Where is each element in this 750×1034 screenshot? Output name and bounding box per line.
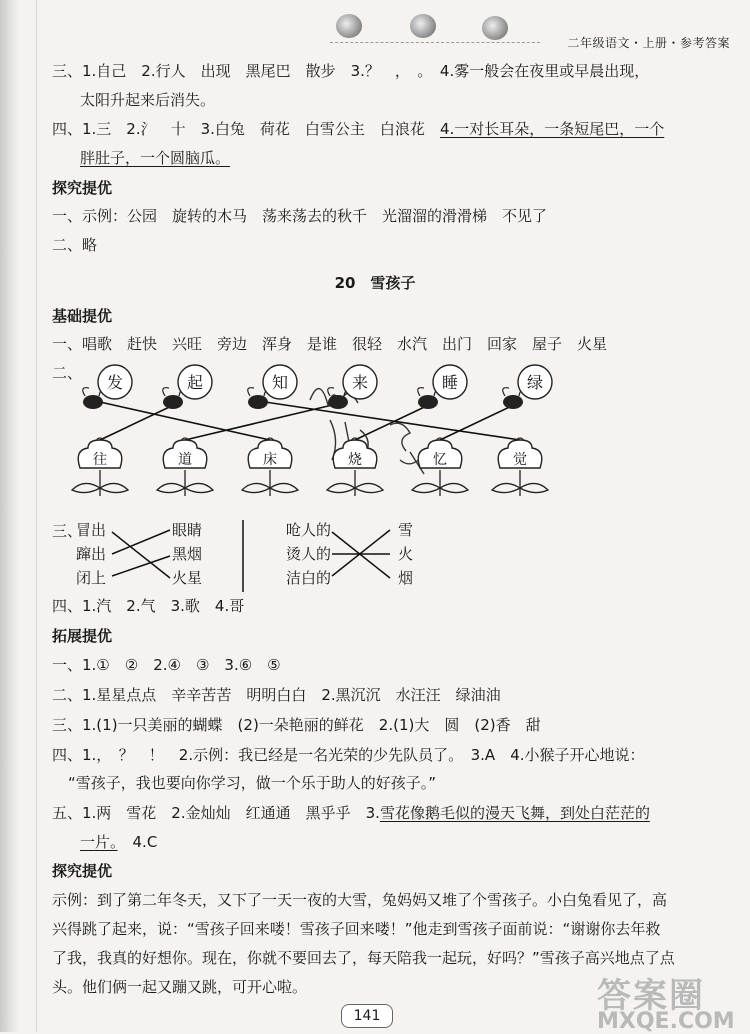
match-item: 雪 xyxy=(398,521,414,539)
answer-line: 三、1.(1)一只美丽的蝴蝶 (2)一朵艳丽的鲜花 2.(1)大 圆 (2)香 甜 xyxy=(52,716,541,734)
bee-flower-matching xyxy=(60,360,580,510)
flower-with-character xyxy=(492,438,548,496)
question-label: 二、 xyxy=(52,364,83,382)
decoration-icon xyxy=(482,16,508,40)
bee-with-character xyxy=(418,365,467,409)
match-item: 呛人的 xyxy=(286,521,332,539)
flower-character: 忆 xyxy=(433,452,447,468)
flower-with-character xyxy=(72,438,128,496)
bee-character: 来 xyxy=(351,373,369,392)
flower-with-character xyxy=(157,438,213,496)
answer-text: 四、1.三 2.氵 十 3.白兔 荷花 白雪公主 白浪花 xyxy=(52,120,440,138)
match-item: 烫人的 xyxy=(286,545,332,563)
paragraph-line: 兴得跳了起来，说：“雪孩子回来喽！雪孩子回来喽！”他走到雪孩子面前说：“谢谢你去年救 xyxy=(52,920,661,938)
answer-line: 三、1.自己 2.行人 出现 黑尾巴 散步 3.？ ， 。 4.雾一般会在夜里或早晨出现， xyxy=(52,62,650,80)
header-divider xyxy=(330,42,540,43)
match-item: 冒出 xyxy=(76,521,107,539)
decoration-icon xyxy=(336,14,362,38)
match-item: 眼睛 xyxy=(172,521,203,539)
flower-with-character xyxy=(412,438,468,496)
answer-line: 一、示例：公园 旋转的木马 荡来荡去的秋千 光溜溜的滑滑梯 不见了 xyxy=(52,207,548,225)
section-heading: 拓展提优 xyxy=(52,627,113,645)
header-title: 二年级语文・上册・参考答案 xyxy=(567,36,730,50)
match-item: 黑烟 xyxy=(172,545,203,563)
answer-line: 二、1.星星点点 辛辛苦苦 明明白白 2.黑沉沉 水汪汪 绿油油 xyxy=(52,686,501,704)
bee-character: 绿 xyxy=(526,373,544,392)
lesson-title: 20 雪孩子 xyxy=(334,274,416,292)
bee-character: 知 xyxy=(271,373,289,392)
word-match-lines xyxy=(100,520,440,600)
flower-character: 烧 xyxy=(348,452,362,468)
page-number: 141 xyxy=(341,1004,393,1028)
bee-character: 起 xyxy=(186,373,204,392)
section-heading: 基础提优 xyxy=(52,307,113,325)
match-item: 火 xyxy=(398,545,414,563)
watermark xyxy=(597,968,742,1034)
paragraph-line: 了我，我真的好想你。现在，你就不要回去了，每天陪我一起玩，好吗？”雪孩子高兴地点了点 xyxy=(52,949,675,967)
bee-character: 发 xyxy=(106,373,124,392)
match-item: 闭上 xyxy=(76,569,107,587)
answer-line: 四、1.， ？ ！ 2.示例：我已经是一名光荣的少先队员了。 3.A 4.小猴子开心地说： xyxy=(52,746,645,764)
flower-character: 床 xyxy=(263,452,277,468)
answer-line: 太阳升起来后消失。 xyxy=(80,91,216,109)
match-item: 烟 xyxy=(398,569,414,587)
watermark-text: 答案圈 xyxy=(597,976,705,1016)
match-item: 洁白的 xyxy=(286,569,332,587)
underlined-answer: 4.一对长耳朵，一条短尾巴，一个 xyxy=(439,120,665,138)
match-item: 火星 xyxy=(172,569,203,587)
decoration-icon xyxy=(410,14,436,38)
section-heading: 探究提优 xyxy=(52,862,113,880)
answer-text: 4.C xyxy=(117,833,158,851)
question-label: 三、 xyxy=(52,522,83,540)
underlined-answer: 一片。 xyxy=(80,833,118,851)
flower-character: 觉 xyxy=(513,452,527,468)
bee-with-character xyxy=(503,365,552,409)
flower-character: 往 xyxy=(93,452,107,468)
paragraph-line: 示例：到了第二年冬天，又下了一天一夜的大雪，兔妈妈又堆了个雪孩子。小白兔看见了，高 xyxy=(52,891,668,909)
answer-line xyxy=(80,831,157,853)
underlined-answer: 胖肚子，一个圆脑瓜。 xyxy=(80,149,231,167)
answer-line: 四、1.汽 2.气 3.歌 4.哥 xyxy=(52,597,245,615)
flower-with-character xyxy=(242,438,298,496)
margin-line xyxy=(36,0,37,1032)
flower-character: 道 xyxy=(178,452,192,468)
answer-line: 一、唱歌 赶快 兴旺 旁边 浑身 是谁 很轻 水汽 出门 回家 屋子 火星 xyxy=(52,335,608,353)
bee-with-character xyxy=(328,365,377,409)
book-spine-shadow xyxy=(0,0,20,1032)
answer-line xyxy=(52,802,650,824)
bee-character: 睡 xyxy=(441,373,459,392)
page-header xyxy=(330,14,740,48)
paragraph-line: 头。他们俩一起又蹦又跳，可开心啦。 xyxy=(52,978,308,996)
answer-line: 二、略 xyxy=(52,236,98,254)
answer-text: 五、1.两 雪花 2.金灿灿 红通通 黑乎乎 3. xyxy=(52,804,380,822)
answer-line xyxy=(52,118,664,140)
answer-line: “雪孩子，我也要向你学习，做一个乐于助人的好孩子。” xyxy=(68,774,437,792)
underlined-answer: 雪花像鹅毛似的漫天飞舞，到处白茫茫的 xyxy=(379,804,650,822)
answer-line: 一、1.① ② 2.④ ③ 3.⑥ ⑤ xyxy=(52,656,281,674)
watermark-text: MXQE.COM xyxy=(597,1009,735,1034)
bee-with-character xyxy=(83,365,132,409)
bee-with-character xyxy=(163,365,212,409)
section-heading: 探究提优 xyxy=(52,179,113,197)
match-item: 蹿出 xyxy=(76,545,107,563)
